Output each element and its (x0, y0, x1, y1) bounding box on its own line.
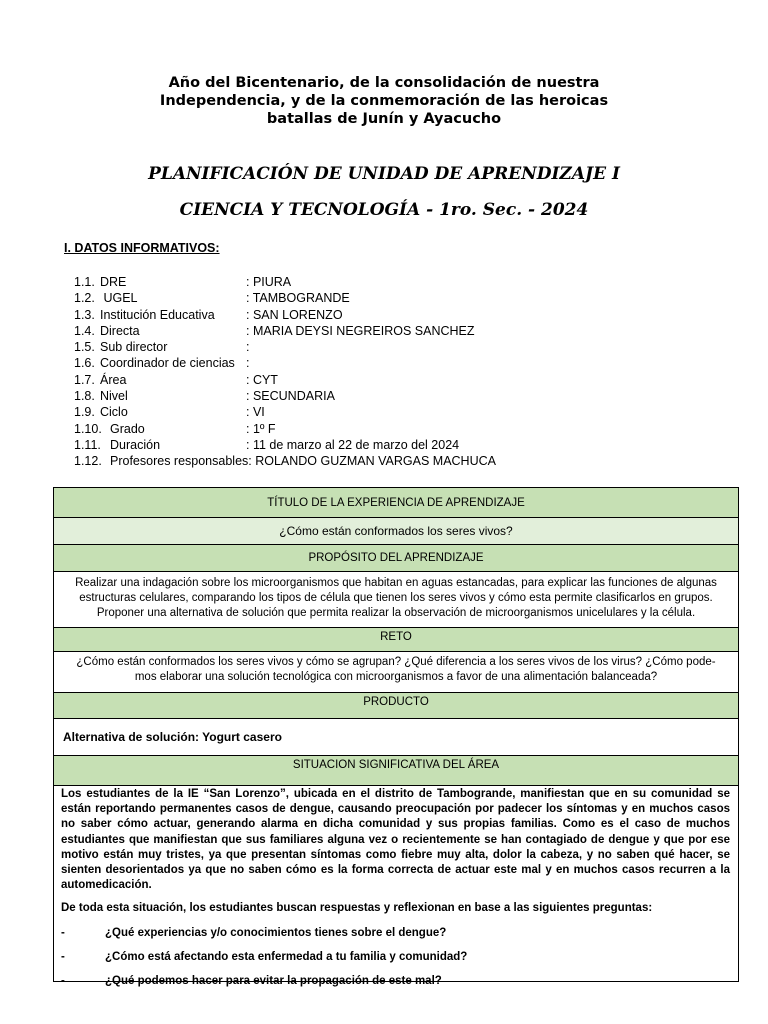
reto-text-cell (54, 652, 738, 693)
producto-title-cell: PRODUCTO (54, 693, 738, 719)
info-num: 1.6. (74, 356, 95, 371)
info-num: 1.10. (74, 421, 102, 436)
bullet-dash: - (61, 975, 65, 988)
info-num: 1.1. (74, 275, 95, 289)
info-num: 1.7. (74, 372, 95, 387)
question-item (61, 950, 730, 965)
situacion-title-cell: SITUACION SIGNIFICATIVA DEL ÁREA (54, 756, 738, 786)
info-label: Área (100, 372, 127, 387)
commemorative-header (0, 74, 768, 128)
document-title: PLANIFICACIÓN DE UNIDAD DE APRENDIZAJE I (148, 164, 620, 184)
info-label: DRE (100, 275, 127, 289)
experiencia-question-cell: ¿Cómo están conformados los seres vivos? (54, 518, 738, 545)
header-line-2: Independencia, y de la conmemoración de las heroicas (159, 93, 609, 109)
proposito-title-cell: PROPÓSITO DEL APRENDIZAJE (54, 545, 738, 572)
planning-table (53, 487, 739, 988)
question-item (61, 974, 730, 989)
info-value: : CYT (246, 372, 278, 387)
proposito-text-2: Proponer una alternativa de solución que permita realizar la observación de microorganismos unicelulares y la célula. (96, 607, 696, 619)
info-num: 1.2. (74, 291, 95, 306)
info-value: : 1º F (246, 421, 276, 436)
info-value: : PIURA (246, 275, 292, 289)
info-num: 1.5. (74, 340, 95, 355)
info-label: Directa (100, 323, 140, 338)
info-num: 1.12. (74, 454, 102, 469)
question-text: ¿Qué podemos hacer para evitar la propagación de este mal? (105, 975, 442, 988)
info-num: 1.9. (74, 405, 95, 420)
experiencia-title-cell: TÍTULO DE LA EXPERIENCIA DE APRENDIZAJE (54, 488, 738, 518)
proposito-text-1: Realizar una indagación sobre los microorganismos que habitan en aguas estancadas, para explicar las funciones de algunas estructuras celulares, comparando los tipos de célula que tienen los seres vivos y cómo esta permite clasificarlos en grupos. (75, 577, 717, 604)
info-label: Coordinador de ciencias (100, 356, 235, 371)
section-heading-datos: I. DATOS INFORMATIVOS: (64, 241, 220, 255)
question-text: ¿Qué experiencias y/o conocimientos tienes sobre el dengue? (105, 926, 447, 939)
header-line-1: Año del Bicentenario, de la consolidación de nuestra (168, 75, 600, 91)
header-line-3: batallas de Junín y Ayacucho (266, 111, 502, 127)
info-value: : (246, 340, 250, 355)
info-label: Nivel (100, 389, 128, 404)
info-label: Grado (110, 421, 145, 436)
info-value: : TAMBOGRANDE (246, 291, 350, 306)
question-text: ¿Cómo está afectando esta enfermedad a tu familia y comunidad? (105, 950, 468, 963)
reto-text: ¿Cómo están conformados los seres vivos y cómo se agrupan? ¿Qué diferencia a los seres vivos de los virus? ¿Cómo pode- mos elaborar una solución tecnológica con microorganismos a favor de una alimentación balanceada? (76, 656, 716, 683)
info-label: Institución Educativa (100, 307, 215, 322)
info-label: Ciclo (100, 405, 128, 420)
question-item (61, 926, 730, 941)
info-num: 1.8. (74, 389, 95, 404)
situacion-intro-questions: De toda esta situación, los estudiantes buscan respuestas y reflexionan en base a las siguientes preguntas: (61, 902, 653, 915)
info-value: : SAN LORENZO (246, 307, 343, 322)
info-label: Sub director (100, 340, 168, 355)
producto-text-cell: Alternativa de solución: Yogurt casero (54, 719, 738, 756)
info-num: 1.11. (74, 437, 101, 452)
info-value: : (246, 356, 250, 371)
info-value: : VI (246, 405, 265, 420)
bullet-dash: - (61, 926, 65, 939)
reto-title-cell: RETO (54, 628, 738, 652)
proposito-text-cell (54, 572, 738, 628)
info-value: : SECUNDARIA (246, 389, 335, 404)
bullet-dash: - (61, 950, 65, 963)
info-num: 1.3. (74, 307, 95, 322)
info-label: Profesores responsables: ROLANDO GUZMAN VARGAS MACHUCA (110, 454, 496, 469)
document-subtitle: CIENCIA Y TECNOLOGÍA - 1ro. Sec. - 2024 (179, 200, 589, 220)
info-value: : 11 de marzo al 22 de marzo del 2024 (246, 437, 460, 452)
situacion-text-cell (54, 786, 738, 988)
info-label: UGEL (100, 291, 138, 306)
info-value: : MARIA DEYSI NEGREIROS SANCHEZ (246, 323, 475, 338)
info-num: 1.4. (74, 323, 95, 338)
situacion-paragraph: Los estudiantes de la IE “San Lorenzo”, ubicada en el distrito de Tambogrande, manifiestan que en su comunidad se están reportando permanentes casos de dengue, causando preocupación por padecer los síntomas y en muchos casos no saber cómo actuar, generando alarma en dicha comunidad y sus propias familias. Como es el caso de muchos estudiantes que manifiestan que sus familiares alguna vez o recientemente se han contagiado de dengue y que por ese motivo están muy tristes, ya que presentan síntomas como fiebre muy alta, dolor la cabeza, y no saben qué hacer, se sienten desorientados ya que no saben cómo es la forma correcta de actuar este mal y en muchos casos recurren a la automedicación. (61, 788, 730, 892)
info-label: Duración (110, 437, 161, 452)
